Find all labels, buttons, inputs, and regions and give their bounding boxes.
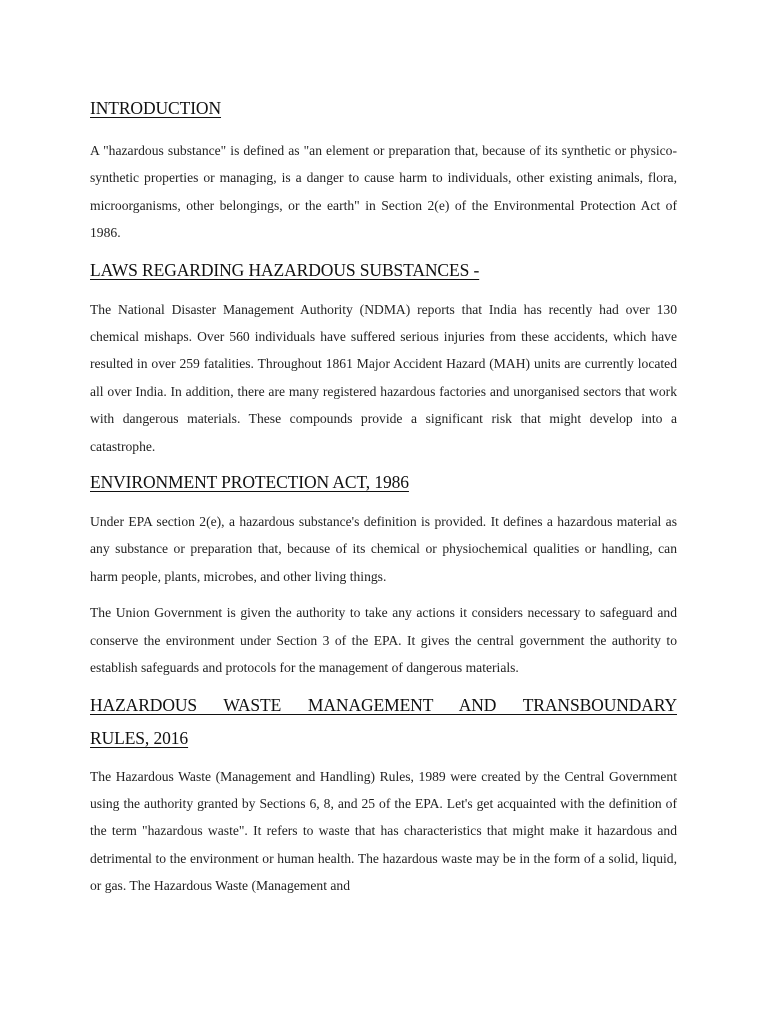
section-introduction — [90, 92, 677, 247]
paragraph-epa-definition: Under EPA section 2(e), a hazardous substance's definition is provided. It defines a hazardous material as any substance or preparation that, because of its chemical or physiochemical qualities or handling, can harm people, plants, microbes, and other living things. — [90, 514, 677, 584]
document-body — [90, 92, 677, 900]
paragraph-hazardous-waste-rules: The Hazardous Waste (Management and Handling) Rules, 1989 were created by the Central Government using the authority granted by Sections 6, 8, and 25 of the EPA. Let's get acquainted with the definition of the term "hazardous waste". It refers to waste that has characteristics that might make it hazardous and detrimental to the environment or human health. The hazardous waste may be in the form of a solid, liquid, or gas. The Hazardous Waste (Management and — [90, 768, 677, 894]
heading-environment-protection-act: ENVIRONMENT PROTECTION ACT, 1986 — [90, 472, 409, 493]
paragraph-epa-section-3: The Union Government is given the authority to take any actions it considers necessary to safeguard and conserve the environment under Section 3 of the EPA. It gives the central government the authority to establish safeguards and protocols for the management of dangerous materials. — [90, 605, 677, 676]
heading-hazardous-waste-rules — [90, 689, 677, 755]
heading-hazardous-waste-rules-line2: RULES, 2016 — [90, 727, 189, 748]
section-hazardous-waste-rules — [90, 689, 677, 900]
section-environment-protection-act — [90, 466, 677, 681]
heading-hazardous-waste-rules-line1: HAZARDOUS WASTE MANAGEMENT AND TRANSBOUNDARY — [90, 694, 677, 715]
section-laws-regarding-hazardous-substances — [90, 254, 677, 460]
heading-introduction: INTRODUCTION — [90, 98, 222, 118]
heading-laws-regarding-hazardous-substances: LAWS REGARDING HAZARDOUS SUBSTANCES - — [90, 259, 480, 280]
paragraph-ndma-report: The National Disaster Management Authority (NDMA) reports that India has recently had over 130 chemical mishaps. Over 560 individuals have suffered serious injuries from these accidents, which have resulted in over 259 fatalities. Throughout 1861 Major Accident Hazard (MAH) units are currently located all over India. In addition, there are many registered hazardous factories and unorganised sectors that work with dangerous materials. These compounds provide a significant risk that might develop into a catastrophe. — [90, 301, 677, 454]
paragraph-introduction: A "hazardous substance" is defined as "an element or preparation that, because of its synthetic or physico-synthetic properties or managing, is a danger to cause harm to individuals, other existing animals, flora, microorganisms, other belongings, or the earth" in Section 2(e) of the Environmental Protection Act of 1986. — [90, 143, 677, 241]
